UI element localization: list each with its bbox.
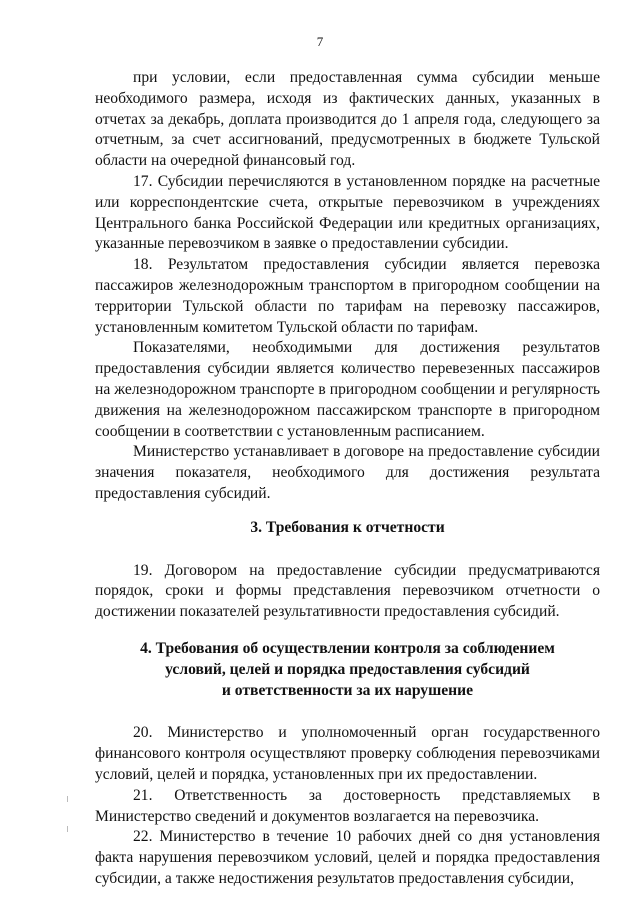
paragraph-19: 19. Договором на предоставление субсидии предусматриваются порядок, сроки и формы представления перевозчиком отчетности о достижении показателей результативности предоставления субсидий. [95,561,600,621]
section-4-title-line-3: и ответственности за их нарушение [221,681,474,699]
scan-margin-mark [67,796,68,802]
section-4-title-line-2: условий, целей и порядка предоставления субсидий [165,660,530,678]
page-number: 7 [316,34,324,49]
section-4-title [95,639,600,701]
section-3-title: 3. Требования к отчетности [250,518,445,536]
paragraph-continuation: при условии, если предоставленная сумма субсидии меньше необходимого размера, исходя из фактических данных, указанных в отчетах за декабрь, доплата производится до 1 апреля года, следующего за отчетным, за счет ассигнований, предусмотренных в бюджете Тульской области на очередной финансовый год. [95,69,600,170]
scan-margin-mark [67,826,68,832]
paragraph-22: 22. Министерство в течение 10 рабочих дней со дня установления факта нарушения перевозчиком условий, целей и порядка предоставления субсидии, а также недостижения результатов предоставления субсидии, [95,828,600,887]
paragraph-20: 20. Министерство и уполномоченный орган государственного финансового контроля осуществляют проверку соблюдения перевозчиками условий, целей и порядка, установленных при их предоставлении. [95,724,600,783]
paragraph-18: 18. Результатом предоставления субсидии является перевозка пассажиров железнодорожным транспортом в пригородном сообщении на территории Тульской области по тарифам на перевозку пассажиров, установленным комитетом Тульской области по тарифам. [95,256,600,336]
paragraph-indicators: Показателями, необходимыми для достижения результатов предоставления субсидии является количество перевезенных пассажиров на железнодорожном транспорте в пригородном сообщении и регулярность движения на железнодорожном пассажирском транспорте в пригородном сообщении в соответствии с установленным расписанием. [95,339,600,440]
document-body [95,68,600,890]
section-4-title-line-1: 4. Требования об осуществлении контроля за соблюдением [140,639,555,657]
paragraph-21: 21. Ответственность за достоверность представляемых в Министерство сведений и документов возлагается на перевозчика. [95,786,600,825]
paragraph-17: 17. Субсидии перечисляются в установленном порядке на расчетные или корреспондентские счета, открытые перевозчиком в учреждениях Центрального банка Российской Федерации или кредитных организациях, указанные перевозчиком в заявке о предоставлении субсидии. [95,172,600,253]
paragraph-ministry-agreement: Министерство устанавливает в договоре на предоставление субсидии значения показателя, необходимого для достижения результата предоставления субсидий. [95,443,600,502]
